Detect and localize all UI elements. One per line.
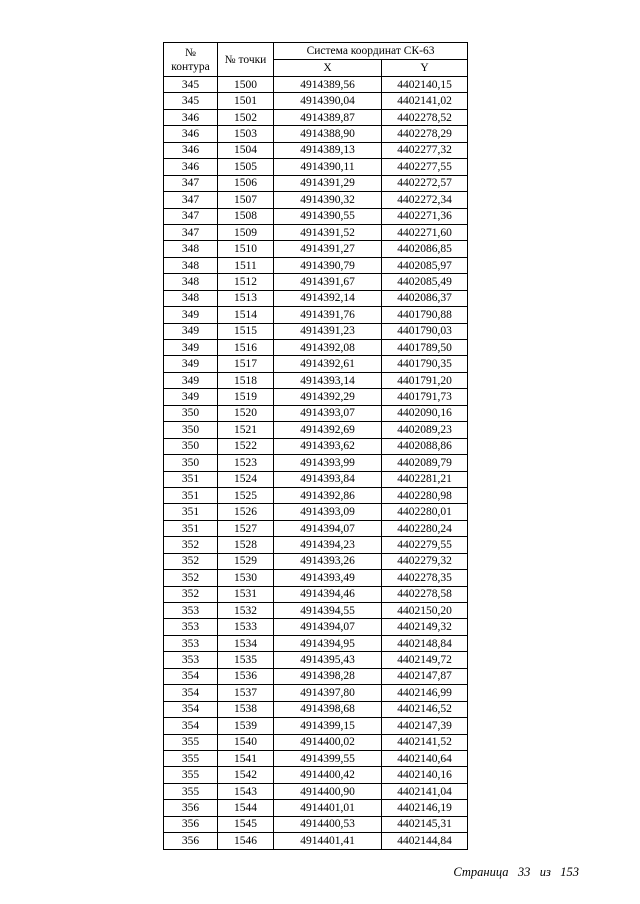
page-footer [453, 865, 579, 880]
cell-x: 4914393,09 [274, 504, 382, 520]
header-point-number: № точки [218, 43, 274, 77]
cell-x: 4914394,46 [274, 586, 382, 602]
table-row [164, 537, 468, 553]
cell-x: 4914393,84 [274, 471, 382, 487]
cell-contour: 352 [164, 553, 218, 569]
cell-contour: 348 [164, 274, 218, 290]
cell-point: 1509 [218, 224, 274, 240]
cell-contour: 347 [164, 192, 218, 208]
cell-y: 4401790,88 [382, 307, 468, 323]
cell-y: 4402088,86 [382, 438, 468, 454]
table-row [164, 422, 468, 438]
cell-y: 4401790,35 [382, 356, 468, 372]
cell-point: 1519 [218, 389, 274, 405]
cell-y: 4402272,34 [382, 192, 468, 208]
cell-point: 1515 [218, 323, 274, 339]
cell-x: 4914394,07 [274, 619, 382, 635]
cell-point: 1539 [218, 718, 274, 734]
cell-point: 1503 [218, 126, 274, 142]
cell-point: 1500 [218, 77, 274, 93]
table-row [164, 520, 468, 536]
table-row [164, 570, 468, 586]
cell-y: 4402281,21 [382, 471, 468, 487]
cell-x: 4914398,28 [274, 668, 382, 684]
table-row [164, 224, 468, 240]
cell-y: 4402277,55 [382, 159, 468, 175]
cell-x: 4914390,32 [274, 192, 382, 208]
cell-contour: 352 [164, 570, 218, 586]
cell-y: 4402140,15 [382, 77, 468, 93]
cell-y: 4401791,20 [382, 372, 468, 388]
cell-point: 1538 [218, 701, 274, 717]
cell-y: 4402150,20 [382, 603, 468, 619]
cell-contour: 354 [164, 701, 218, 717]
coordinate-table [163, 42, 468, 850]
table-row [164, 455, 468, 471]
table-row [164, 816, 468, 832]
cell-point: 1534 [218, 635, 274, 651]
cell-point: 1522 [218, 438, 274, 454]
cell-contour: 356 [164, 833, 218, 849]
cell-x: 4914399,15 [274, 718, 382, 734]
cell-y: 4402278,52 [382, 109, 468, 125]
cell-point: 1530 [218, 570, 274, 586]
cell-x: 4914391,29 [274, 175, 382, 191]
cell-contour: 352 [164, 537, 218, 553]
cell-point: 1517 [218, 356, 274, 372]
cell-contour: 355 [164, 767, 218, 783]
table-row [164, 718, 468, 734]
cell-contour: 346 [164, 159, 218, 175]
cell-point: 1528 [218, 537, 274, 553]
cell-x: 4914392,08 [274, 340, 382, 356]
cell-contour: 355 [164, 783, 218, 799]
cell-x: 4914400,90 [274, 783, 382, 799]
cell-contour: 349 [164, 323, 218, 339]
table-header [164, 43, 468, 77]
table-row [164, 767, 468, 783]
cell-point: 1544 [218, 800, 274, 816]
cell-x: 4914393,49 [274, 570, 382, 586]
header-x: X [274, 60, 382, 77]
page-number: 33 [517, 865, 531, 879]
cell-x: 4914394,55 [274, 603, 382, 619]
cell-contour: 355 [164, 734, 218, 750]
cell-y: 4402144,84 [382, 833, 468, 849]
table-row [164, 356, 468, 372]
cell-y: 4402277,32 [382, 142, 468, 158]
cell-point: 1535 [218, 652, 274, 668]
cell-y: 4402147,87 [382, 668, 468, 684]
table-row [164, 701, 468, 717]
cell-contour: 350 [164, 438, 218, 454]
cell-contour: 349 [164, 340, 218, 356]
cell-contour: 345 [164, 77, 218, 93]
cell-point: 1523 [218, 455, 274, 471]
cell-point: 1541 [218, 750, 274, 766]
cell-y: 4402278,35 [382, 570, 468, 586]
cell-x: 4914392,86 [274, 487, 382, 503]
cell-contour: 346 [164, 109, 218, 125]
cell-y: 4402141,52 [382, 734, 468, 750]
cell-x: 4914391,76 [274, 307, 382, 323]
cell-contour: 349 [164, 389, 218, 405]
cell-x: 4914390,11 [274, 159, 382, 175]
cell-y: 4402146,19 [382, 800, 468, 816]
cell-contour: 351 [164, 520, 218, 536]
table-body [164, 77, 468, 850]
table-row [164, 635, 468, 651]
table-row [164, 257, 468, 273]
cell-y: 4402148,84 [382, 635, 468, 651]
cell-point: 1524 [218, 471, 274, 487]
table-row [164, 126, 468, 142]
cell-x: 4914394,95 [274, 635, 382, 651]
cell-x: 4914390,04 [274, 93, 382, 109]
cell-x: 4914392,61 [274, 356, 382, 372]
total-pages: 153 [560, 865, 579, 879]
cell-x: 4914399,55 [274, 750, 382, 766]
cell-contour: 355 [164, 750, 218, 766]
cell-point: 1531 [218, 586, 274, 602]
cell-x: 4914394,23 [274, 537, 382, 553]
of-word: из [539, 865, 551, 879]
cell-y: 4402089,79 [382, 455, 468, 471]
cell-y: 4402147,39 [382, 718, 468, 734]
cell-x: 4914390,55 [274, 208, 382, 224]
cell-x: 4914389,56 [274, 77, 382, 93]
cell-point: 1520 [218, 405, 274, 421]
cell-contour: 351 [164, 471, 218, 487]
cell-point: 1502 [218, 109, 274, 125]
table-row [164, 241, 468, 257]
cell-x: 4914393,14 [274, 372, 382, 388]
cell-x: 4914393,07 [274, 405, 382, 421]
cell-contour: 350 [164, 455, 218, 471]
cell-contour: 353 [164, 652, 218, 668]
cell-point: 1527 [218, 520, 274, 536]
cell-x: 4914391,52 [274, 224, 382, 240]
cell-contour: 348 [164, 290, 218, 306]
cell-y: 4402086,85 [382, 241, 468, 257]
cell-x: 4914395,43 [274, 652, 382, 668]
table-row [164, 372, 468, 388]
table-row [164, 405, 468, 421]
cell-contour: 347 [164, 175, 218, 191]
cell-point: 1510 [218, 241, 274, 257]
cell-x: 4914400,02 [274, 734, 382, 750]
cell-y: 4402086,37 [382, 290, 468, 306]
cell-y: 4402280,24 [382, 520, 468, 536]
cell-y: 4401789,50 [382, 340, 468, 356]
cell-y: 4402278,58 [382, 586, 468, 602]
cell-y: 4402149,32 [382, 619, 468, 635]
cell-x: 4914398,68 [274, 701, 382, 717]
cell-y: 4402146,52 [382, 701, 468, 717]
cell-x: 4914391,23 [274, 323, 382, 339]
cell-point: 1505 [218, 159, 274, 175]
cell-contour: 353 [164, 603, 218, 619]
cell-contour: 349 [164, 372, 218, 388]
cell-contour: 356 [164, 800, 218, 816]
cell-x: 4914392,69 [274, 422, 382, 438]
cell-contour: 346 [164, 126, 218, 142]
table-row [164, 307, 468, 323]
table-row [164, 685, 468, 701]
cell-x: 4914401,01 [274, 800, 382, 816]
cell-y: 4402279,32 [382, 553, 468, 569]
table-row [164, 734, 468, 750]
cell-y: 4402280,98 [382, 487, 468, 503]
table-row [164, 586, 468, 602]
cell-point: 1525 [218, 487, 274, 503]
cell-contour: 347 [164, 224, 218, 240]
table-row [164, 192, 468, 208]
table-row [164, 175, 468, 191]
cell-contour: 350 [164, 405, 218, 421]
cell-contour: 354 [164, 668, 218, 684]
cell-point: 1513 [218, 290, 274, 306]
cell-y: 4402146,99 [382, 685, 468, 701]
page-word: Страница [453, 865, 509, 879]
table-row [164, 159, 468, 175]
cell-point: 1506 [218, 175, 274, 191]
header-contour-number: № контура [164, 43, 218, 77]
cell-y: 4402085,49 [382, 274, 468, 290]
table-row [164, 603, 468, 619]
table-row [164, 668, 468, 684]
table-row [164, 274, 468, 290]
cell-point: 1529 [218, 553, 274, 569]
cell-point: 1508 [218, 208, 274, 224]
cell-y: 4402278,29 [382, 126, 468, 142]
table-row [164, 109, 468, 125]
cell-y: 4402090,16 [382, 405, 468, 421]
cell-point: 1543 [218, 783, 274, 799]
table-row [164, 619, 468, 635]
cell-y: 4402089,23 [382, 422, 468, 438]
cell-contour: 353 [164, 619, 218, 635]
cell-x: 4914392,14 [274, 290, 382, 306]
cell-point: 1545 [218, 816, 274, 832]
cell-x: 4914397,80 [274, 685, 382, 701]
cell-x: 4914393,26 [274, 553, 382, 569]
cell-y: 4402141,02 [382, 93, 468, 109]
cell-x: 4914400,42 [274, 767, 382, 783]
header-y: Y [382, 60, 468, 77]
cell-point: 1546 [218, 833, 274, 849]
cell-x: 4914400,53 [274, 816, 382, 832]
table-row [164, 93, 468, 109]
table-row [164, 323, 468, 339]
cell-y: 4402271,36 [382, 208, 468, 224]
cell-y: 4401791,73 [382, 389, 468, 405]
cell-point: 1542 [218, 767, 274, 783]
cell-point: 1537 [218, 685, 274, 701]
cell-x: 4914392,29 [274, 389, 382, 405]
cell-y: 4402279,55 [382, 537, 468, 553]
cell-point: 1514 [218, 307, 274, 323]
cell-point: 1518 [218, 372, 274, 388]
cell-contour: 356 [164, 816, 218, 832]
cell-contour: 353 [164, 635, 218, 651]
table-row [164, 208, 468, 224]
cell-y: 4402280,01 [382, 504, 468, 520]
cell-contour: 347 [164, 208, 218, 224]
cell-point: 1504 [218, 142, 274, 158]
cell-x: 4914393,99 [274, 455, 382, 471]
cell-y: 4402140,64 [382, 750, 468, 766]
cell-point: 1536 [218, 668, 274, 684]
cell-contour: 349 [164, 307, 218, 323]
cell-x: 4914390,79 [274, 257, 382, 273]
cell-contour: 351 [164, 504, 218, 520]
cell-point: 1521 [218, 422, 274, 438]
table-row [164, 800, 468, 816]
cell-x: 4914393,62 [274, 438, 382, 454]
header-coordinate-system: Система координат СК-63 [274, 43, 468, 60]
cell-contour: 352 [164, 586, 218, 602]
table-row [164, 471, 468, 487]
cell-contour: 346 [164, 142, 218, 158]
table-row [164, 77, 468, 93]
table-row [164, 783, 468, 799]
cell-point: 1533 [218, 619, 274, 635]
cell-point: 1507 [218, 192, 274, 208]
cell-point: 1511 [218, 257, 274, 273]
cell-x: 4914391,27 [274, 241, 382, 257]
cell-point: 1501 [218, 93, 274, 109]
cell-contour: 349 [164, 356, 218, 372]
cell-x: 4914391,67 [274, 274, 382, 290]
cell-y: 4402271,60 [382, 224, 468, 240]
cell-point: 1516 [218, 340, 274, 356]
table-row [164, 504, 468, 520]
table-row [164, 290, 468, 306]
table-row [164, 553, 468, 569]
cell-point: 1540 [218, 734, 274, 750]
cell-y: 4401790,03 [382, 323, 468, 339]
table-row [164, 833, 468, 849]
cell-contour: 345 [164, 93, 218, 109]
table-row [164, 142, 468, 158]
cell-x: 4914389,87 [274, 109, 382, 125]
cell-x: 4914401,41 [274, 833, 382, 849]
table-row [164, 389, 468, 405]
table-row [164, 750, 468, 766]
cell-contour: 354 [164, 718, 218, 734]
cell-x: 4914394,07 [274, 520, 382, 536]
cell-y: 4402145,31 [382, 816, 468, 832]
cell-contour: 351 [164, 487, 218, 503]
table-row [164, 487, 468, 503]
cell-contour: 348 [164, 241, 218, 257]
cell-y: 4402141,04 [382, 783, 468, 799]
cell-y: 4402272,57 [382, 175, 468, 191]
cell-contour: 354 [164, 685, 218, 701]
cell-point: 1512 [218, 274, 274, 290]
table-row [164, 652, 468, 668]
cell-x: 4914388,90 [274, 126, 382, 142]
cell-y: 4402149,72 [382, 652, 468, 668]
cell-point: 1532 [218, 603, 274, 619]
cell-x: 4914389,13 [274, 142, 382, 158]
cell-contour: 348 [164, 257, 218, 273]
table-row [164, 438, 468, 454]
cell-y: 4402140,16 [382, 767, 468, 783]
cell-point: 1526 [218, 504, 274, 520]
cell-contour: 350 [164, 422, 218, 438]
table-row [164, 340, 468, 356]
cell-y: 4402085,97 [382, 257, 468, 273]
